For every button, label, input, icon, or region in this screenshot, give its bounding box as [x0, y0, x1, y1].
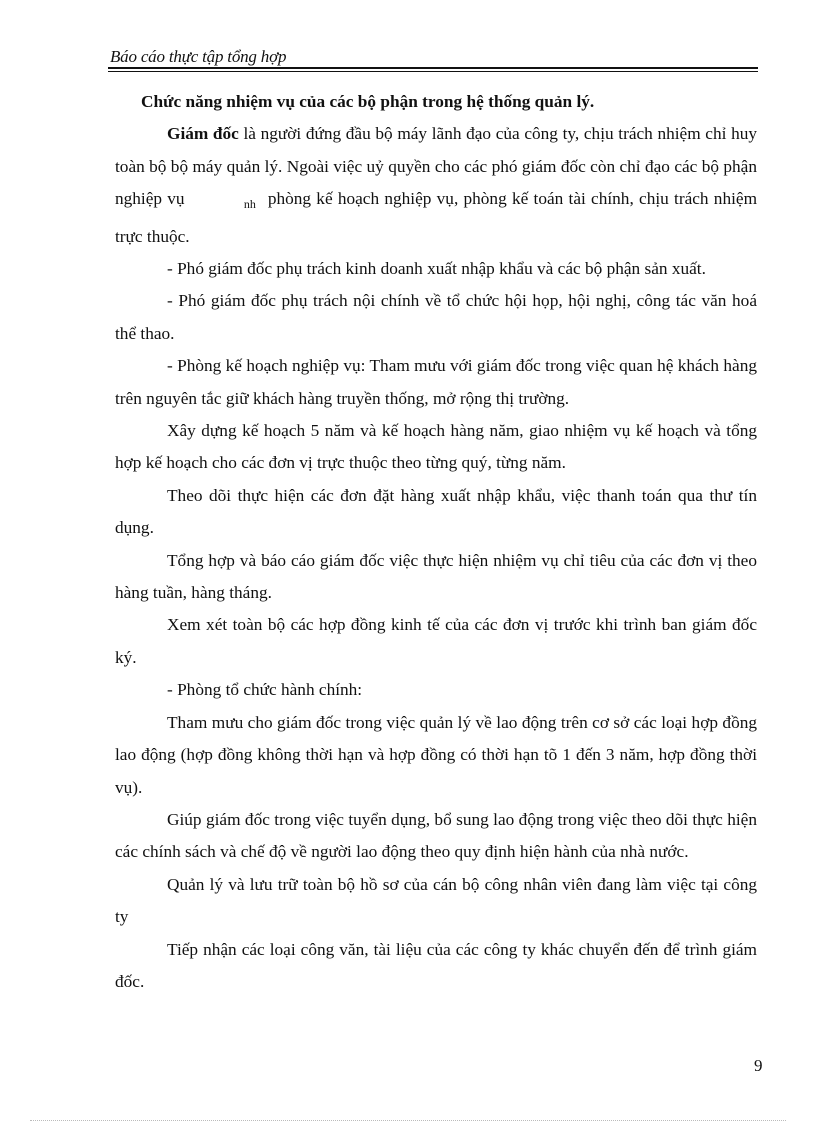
paragraph: - Phó giám đốc phụ trách nội chính về tổ chức hội họp, hội nghị, công tác văn hoá thể thao. — [115, 291, 757, 343]
bold-lead: Giám đốc — [167, 124, 239, 144]
header-rule-thick — [108, 67, 758, 69]
paragraph: Tổng hợp và báo cáo giám đốc việc thực hiện nhiệm vụ chỉ tiêu của các đơn vị theo hàng tuần, hàng tháng. — [115, 550, 757, 603]
paragraph: - Phòng kế hoạch nghiệp vụ: Tham mưu với giám đốc trong việc quan hệ khách hàng trên nguyên tắc giữ khách hàng truyền thống, mở rộng thị trường. — [115, 356, 757, 408]
paragraph: - Phòng tổ chức hành chính: — [167, 680, 363, 700]
paragraph: Xây dựng kế hoạch 5 năm và kế hoạch hàng năm, giao nhiệm vụ kế hoạch và tổng hợp kế hoạch cho các đơn vị trực thuộc theo từng quý, từng năm. — [115, 421, 757, 473]
paragraph: Tham mưu cho giám đốc trong việc quản lý về lao động trên cơ sở các loại hợp đồng lao động (hợp đồng không thời hạn và hợp đồng có thời hạn tõ 1 đến 3 năm, hợp đồng thời vụ). — [115, 712, 757, 797]
page-number: 9 — [754, 1056, 763, 1075]
paragraph: Tiếp nhận các loại công văn, tài liệu của các công ty khác chuyển đến để trình giám đốc. — [115, 939, 757, 991]
paragraph-text: là người đứng đầu bộ máy lãnh đạo của công ty, chịu trách nhiệm chỉ huy toàn bộ bộ máy quản lý. Ngoài việc uỷ quyền cho các phó giám đốc còn chỉ đạo các bộ phận nghiệp vụ — [115, 124, 757, 209]
stray-fragment: nh — [243, 197, 256, 212]
section-title: Chức năng nhiệm vụ của các bộ phận trong hệ thống quản lý. — [141, 92, 595, 111]
header-rule-thin — [108, 71, 758, 72]
paragraph-director — [115, 118, 757, 253]
page-body — [115, 86, 757, 998]
paragraph-text: phòng kế hoạch nghiệp vụ, phòng kế toán tài chính, chịu trách nhiệm trực thuộc. — [115, 189, 758, 246]
paragraph: Quản lý và lưu trữ toàn bộ hồ sơ của cán bộ công nhân viên đang làm việc tại công ty — [115, 874, 757, 927]
paragraph: - Phó giám đốc phụ trách kinh doanh xuất nhập khẩu và các bộ phận sản xuất. — [167, 259, 706, 279]
page-bottom-divider — [30, 1120, 786, 1121]
paragraph: Theo dõi thực hiện các đơn đặt hàng xuất nhập khẩu, việc thanh toán qua thư tín dụng. — [115, 485, 757, 538]
paragraph: Xem xét toàn bộ các hợp đồng kinh tế của các đơn vị trước khi trình ban giám đốc ký. — [115, 615, 757, 667]
paragraph: Giúp giám đốc trong việc tuyển dụng, bổ sung lao động trong việc theo dõi thực hiện các chính sách và chế độ về người lao động theo quy định hiện hành của nhà nước. — [115, 809, 757, 862]
running-header: Báo cáo thực tập tổng hợp — [110, 47, 287, 66]
